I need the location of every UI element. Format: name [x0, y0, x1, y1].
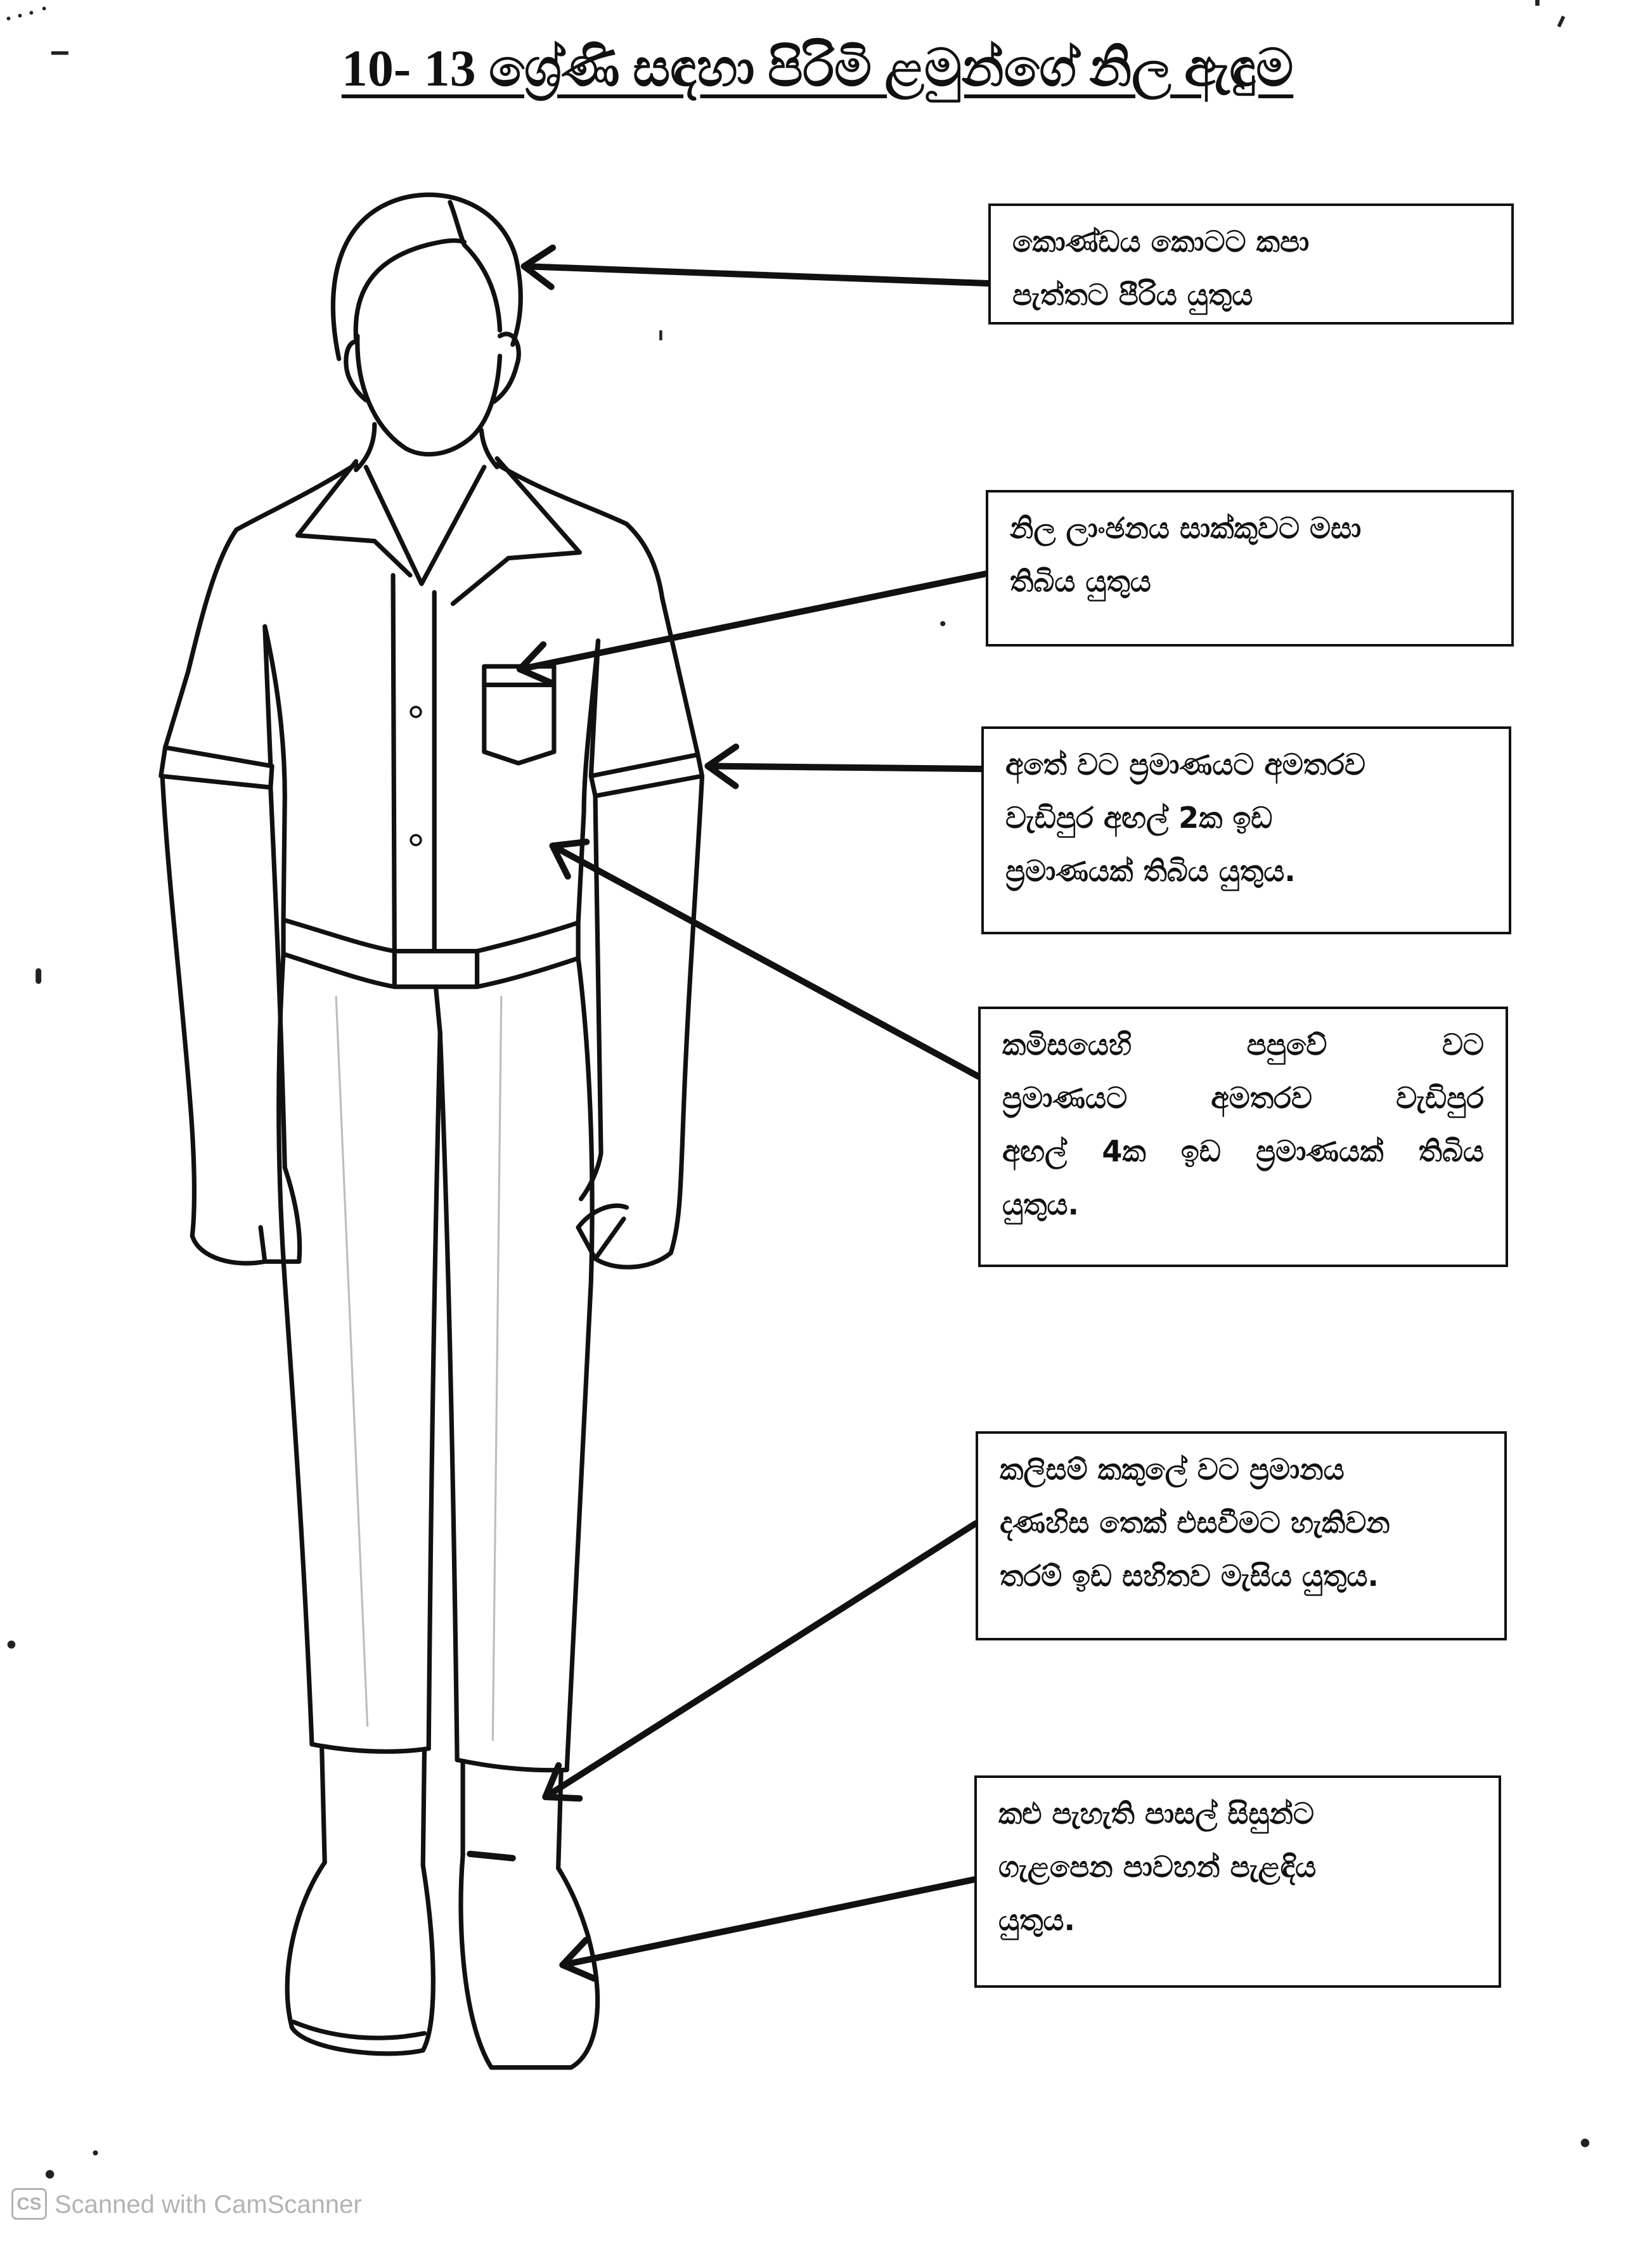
- trouser-hem-left: [312, 1744, 429, 1752]
- callout-chest: [978, 1007, 1508, 1267]
- callout-line: තරම් ඉඩ සහිතව මැසිය යුතුය.: [1000, 1559, 1379, 1593]
- shirt-button: [411, 707, 421, 717]
- arrow-shaft: [553, 846, 979, 1076]
- scan-speck: [42, 7, 46, 11]
- ankle-left: [322, 1749, 425, 1865]
- arrow-badge: [520, 574, 986, 683]
- scan-speck: [46, 2170, 54, 2178]
- scan-speck: [35, 969, 41, 984]
- sleeve-right: [497, 464, 698, 754]
- collar-left: [298, 461, 410, 576]
- collar-neckline: [366, 467, 484, 584]
- callout-line: කළු පැහැති පාසල් සිසුන්ට: [998, 1796, 1314, 1831]
- callout-hair: [988, 203, 1514, 325]
- scan-speck: [1557, 16, 1565, 28]
- callout-badge: [986, 490, 1514, 647]
- callout-shoes: [974, 1775, 1501, 1988]
- boy-figure: [161, 195, 702, 2067]
- callout-trouser: [976, 1431, 1507, 1640]
- arrow-shoes: [562, 1879, 974, 1978]
- scanner-watermark: Scanned with CamScanner: [55, 2191, 362, 2219]
- callout-line: ගැළපෙන පාවහන් පැළඳිය: [998, 1850, 1317, 1884]
- callout-line: අතේ වට ප්‍රමාණයට අමතරව: [1005, 747, 1365, 782]
- shoe-left-sole: [294, 2022, 425, 2038]
- callout-line: දණහිස තෙක් එසවීමට හැකිවන: [1000, 1505, 1390, 1540]
- arrow-trouser-leg: [545, 1524, 975, 1799]
- arrow-hair: [524, 248, 988, 287]
- arrow-shaft: [524, 266, 988, 283]
- shirt-button: [411, 835, 421, 845]
- trouser-right-outer: [567, 958, 592, 1770]
- arrow-shaft: [545, 1524, 975, 1797]
- face-outline: [358, 336, 500, 454]
- arm-left: [162, 776, 194, 1236]
- trouser-crease: [336, 996, 501, 1740]
- trouser-hem-right: [457, 1760, 567, 1770]
- callout-line: නිල ලාංඡනය සාක්කුවට මසා: [1010, 511, 1362, 545]
- trouser-left-inner: [429, 1033, 440, 1749]
- hair-outline: [333, 195, 520, 359]
- scan-speck: [1535, 0, 1540, 6]
- callout-line: ප්‍රමාණයට අමතරව වැඩිපුර: [1002, 1081, 1484, 1115]
- collar-right: [453, 458, 579, 603]
- hairline: [356, 241, 464, 339]
- arrow-shaft: [520, 574, 986, 669]
- scan-speck: [18, 14, 22, 18]
- page-title: 10- 13 ශ්‍රේණි සඳහා පිරිමි ළමුන්ගේ නිල ඇඳුම: [341, 39, 1294, 97]
- sleeve-left: [165, 464, 356, 747]
- scan-speck: [1581, 2139, 1589, 2147]
- callout-line: කමිසයෙහි පපුවේ වට: [1002, 1027, 1484, 1062]
- arrow-sleeve: [708, 747, 981, 786]
- arrow-shaft: [708, 766, 981, 769]
- arrow-shirt-chest: [553, 842, 979, 1076]
- arrow-shaft: [562, 1879, 974, 1965]
- shirt-placket: [393, 576, 434, 951]
- cuff-left: [161, 747, 272, 787]
- scan-speck: [93, 2150, 98, 2155]
- shoe-left: [287, 1862, 433, 2054]
- cuff-right: [591, 755, 702, 796]
- scan-speck: [7, 16, 11, 20]
- callout-sleeve: [981, 726, 1511, 934]
- trouser-crotch: [436, 987, 440, 1033]
- scan-speck: [51, 51, 68, 55]
- neck-left: [356, 424, 375, 470]
- trouser-right-inner: [440, 1033, 457, 1760]
- callout-line: කලිසම් කකුලේ වට ප්‍රමානය: [1000, 1452, 1345, 1486]
- scan-speck: [30, 11, 34, 15]
- callout-line: යුතුය.: [1002, 1187, 1079, 1221]
- neck-right: [481, 430, 497, 467]
- callout-line: යුතුය.: [998, 1903, 1075, 1937]
- arm-right: [671, 776, 702, 1253]
- callout-line: ප්‍රමාණයක් තිබිය යුතුය.: [1005, 854, 1296, 888]
- callout-line: වැඩිපුර අඟල් 2ක ඉඩ: [1005, 801, 1273, 835]
- callout-line: තිබිය යුතුය: [1010, 564, 1151, 598]
- hem-mark: [470, 1854, 512, 1858]
- scan-speck: [940, 621, 945, 626]
- belt: [283, 920, 578, 987]
- scan-speck: [8, 1640, 16, 1649]
- camscanner-logo: CS: [11, 2188, 47, 2220]
- scan-speck: [659, 330, 662, 340]
- callout-line: පැත්තට පීරිය යුතුය: [1012, 278, 1253, 312]
- callout-line: කොණ්ඩය කොටට කපා: [1012, 224, 1310, 259]
- callout-line: අඟල් 4ක ඉඩ ප්‍රමාණයක් තිබිය: [1002, 1134, 1484, 1168]
- belt-tab: [394, 951, 477, 987]
